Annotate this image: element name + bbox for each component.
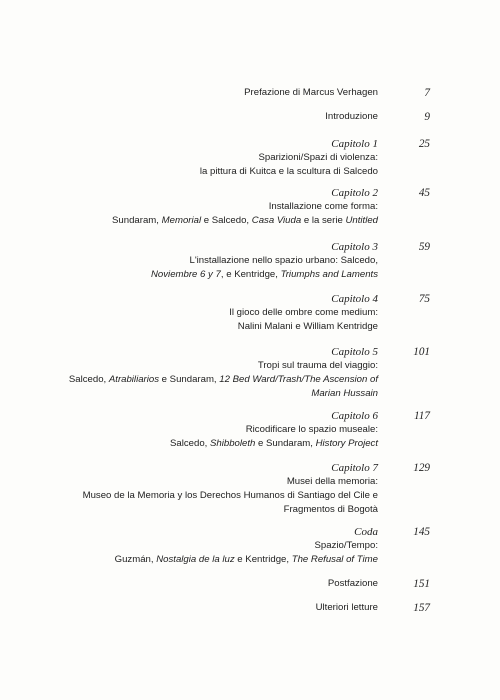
work-title: The Refusal of Time [291,554,378,565]
work-title: Atrabiliarios [108,374,159,385]
subtitle-text: e Sundaram, [255,438,316,449]
chapter-title: Sparizioni/Spazi di violenza: [258,152,378,163]
chapter-title: Musei della memoria: [286,476,378,487]
chapter-title: L'installazione nello spazio urbano: Salcedo, [189,255,378,266]
toc-entry-capitolo-2[interactable] [112,186,378,228]
chapter-subtitle [69,373,378,387]
toc-entry-capitolo-5[interactable] [69,345,378,401]
work-title: History Project [315,438,378,449]
entry-label: Postfazione [327,578,378,589]
page-number: 117 [414,410,430,422]
work-title: Nostalgia de la luz [156,554,235,565]
toc-entry-coda[interactable] [115,525,378,567]
work-title: Noviembre 6 y 7 [151,269,221,280]
entry-label: Introduzione [325,111,378,122]
work-title: Triumphs and Laments [280,269,378,280]
toc-entry-ulteriori-letture[interactable] [316,601,378,615]
chapter-subtitle: Nalini Malani e William Kentridge [237,321,378,332]
chapter-label: Capitolo 2 [331,187,378,199]
page-number: 145 [413,526,430,538]
toc-entry-prefazione[interactable] [244,86,378,100]
chapter-subtitle: la pittura di Kuitca e la scultura di Salcedo [199,166,378,177]
page-number: 45 [418,187,430,199]
work-title: Shibboleth [210,438,256,449]
page-number: 25 [418,138,430,150]
work-title: Memorial [161,215,202,226]
subtitle-text: Salcedo, [170,438,211,449]
toc-entry-capitolo-4[interactable] [229,292,378,334]
page-number: 59 [418,241,430,253]
chapter-title: Il gioco delle ombre come medium: [229,307,378,318]
entry-label: Prefazione di Marcus Verhagen [244,87,378,98]
work-title: Casa Viuda [251,215,302,226]
subtitle-text: Guzmán, [114,554,157,565]
subtitle-text: , e Kentridge, [220,269,281,280]
toc-entry-introduzione[interactable] [325,110,378,124]
chapter-title: Installazione come forma: [268,201,378,212]
toc-entry-capitolo-7[interactable] [83,461,378,517]
chapter-label: Capitolo 5 [331,346,378,358]
work-title: Marian Hussain [311,388,378,399]
page-number: 101 [413,346,430,358]
toc-entry-capitolo-6[interactable] [170,409,378,451]
toc-entry-capitolo-3[interactable] [151,240,378,282]
page-number: 7 [424,87,430,99]
chapter-subtitle-continued [69,387,378,401]
page-number: 157 [413,602,430,614]
subtitle-text: e la serie [301,215,346,226]
chapter-subtitle-continued: Fragmentos di Bogotà [283,504,378,515]
entry-label: Ulteriori letture [315,602,378,613]
chapter-subtitle [112,214,378,228]
page-number: 129 [413,462,430,474]
chapter-subtitle [170,437,378,451]
subtitle-text: Sundaram, [112,215,162,226]
page-number: 151 [413,578,430,590]
chapter-label: Capitolo 3 [331,241,378,253]
chapter-label: Capitolo 7 [331,462,378,474]
subtitle-text: e Sundaram, [159,374,220,385]
chapter-subtitle [115,553,378,567]
chapter-title: Spazio/Tempo: [314,540,378,551]
chapter-subtitle: Museo de la Memoria y los Derechos Humanos di Santiago del Cile e [82,490,378,501]
subtitle-text: e Kentridge, [234,554,292,565]
page-number: 75 [418,293,430,305]
subtitle-text: e Salcedo, [201,215,252,226]
chapter-label: Capitolo 1 [331,138,378,150]
chapter-title: Tropi sul trauma del viaggio: [257,360,378,371]
work-title: Untitled [345,215,378,226]
toc-entry-postfazione[interactable] [328,577,378,591]
page-number: 9 [424,111,430,123]
chapter-label: Capitolo 4 [331,293,378,305]
chapter-subtitle [151,268,378,282]
toc-entry-capitolo-1[interactable] [200,137,378,179]
chapter-title: Ricodificare lo spazio museale: [245,424,378,435]
subtitle-text: Salcedo, [68,374,109,385]
work-title: 12 Bed Ward/Trash/The Ascension of [219,374,378,385]
chapter-label: Capitolo 6 [331,410,378,422]
chapter-label: Coda [354,526,378,538]
